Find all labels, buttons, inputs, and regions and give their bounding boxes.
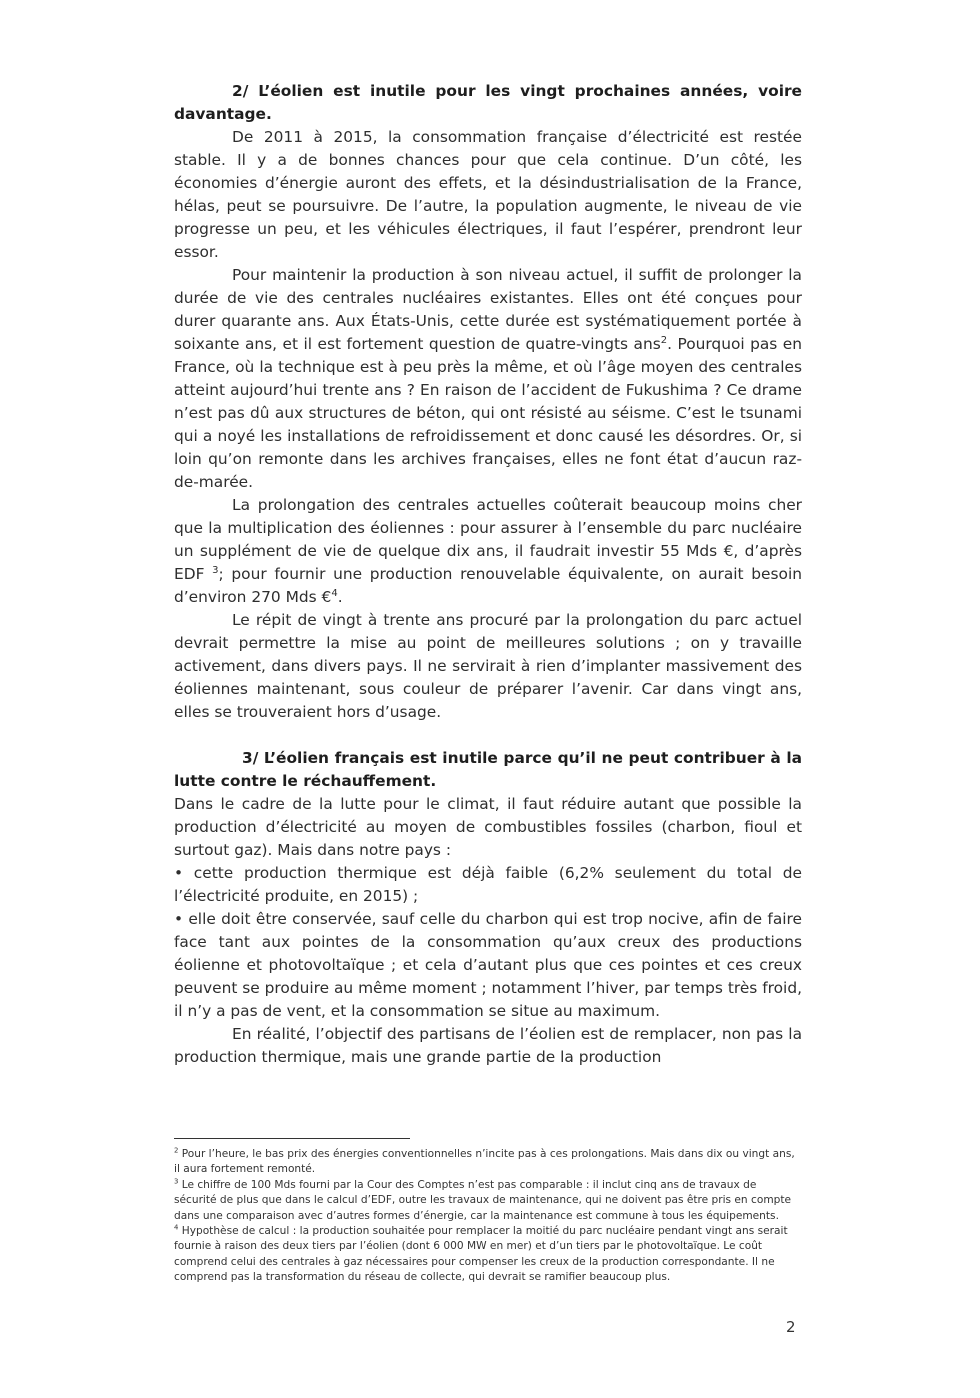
footnote-number: 3 [174,1177,179,1186]
footnote-ref-2: 2 [660,334,668,346]
footnote-text: Le chiffre de 100 Mds fourni par la Cour des Comptes n’est pas comparable : il inclut cinq ans de travaux de sécurité de plus que dans le calcul d’EDF, outre les travaux de maintenance, qui ne doivent pas être pris en compte dans une comparaison avec d’autres formes d’énergie, car la maintenance est commune à tous les équipements. [174,1178,792,1222]
section-2-paragraph-3 [174,494,802,609]
footnote-3 [174,1178,802,1224]
section-2-paragraph-2 [174,264,802,494]
footnote-text: Pour l’heure, le bas prix des énergies conventionnelles n’incite pas à ces prolongations. Mais dans dix ou vingt ans, il aura fortement remonté. [174,1148,795,1176]
paragraph-3-text-c: . [337,588,343,606]
section-3-heading: 3/ L’éolien français est inutile parce qu’il ne peut contribuer à la lutte contre le réchauffement. [174,749,802,790]
paragraph-3-text-a: La prolongation des centrales actuelles coûterait beaucoup moins cher que la multiplication des éoliennes : pour assurer à l’ensemble du parc nucléaire un supplément de vie de quelque dix ans, il faudrait investir 55 Mds €, d’après EDF [174,496,802,583]
section-3-bullet-1: • cette production thermique est déjà faible (6,2% seulement du total de l’électricité produite, en 2015) ; [174,864,802,905]
footnote-separator [174,1138,410,1139]
section-2-paragraph-4: Le répit de vingt à trente ans procuré par la prolongation du parc actuel devrait permettre la mise au point de meilleures solutions ; on y travaille activement, dans divers pays. Il ne servirait à rien d’implanter massivement des éoliennes maintenant, sous couleur de préparer l’avenir. Car dans vingt ans, elles se trouveraient hors d’usage. [174,611,802,721]
footnote-text: Hypothèse de calcul : la production souhaitée pour remplacer la moitié du parc nucléaire pendant vingt ans serait fournie à raison des deux tiers par l’éolien (dont 6 000 MW en mer) et d’un tiers par le photovoltaïque. Le coût comprend celui des centrales à gaz nécessaires pour compenser les creux de la production correspondante. Il ne comprend pas la transformation du réseau de collecte, qui devrait se ramifier beaucoup plus. [174,1225,788,1284]
paragraph-3-text-b: ; pour fournir une production renouvelable équivalente, on aurait besoin d’environ 270 Mds € [174,565,802,606]
footnote-number: 2 [174,1146,179,1155]
section-3-bullet-2: • elle doit être conservée, sauf celle du charbon qui est trop nocive, afin de faire face tant aux pointes de la consommation qu’aux creux des productions éolienne et photovoltaïque ; et cela d’autant plus que ces pointes et ces creux peuvent se produire au même moment ; notamment l’hiver, par temps très froid, il n’y a pas de vent, et la consommation se situe au maximum. [174,910,802,1020]
section-2-heading: 2/ L’éolien est inutile pour les vingt prochaines années, voire davantage. [174,82,802,123]
footnote-2 [174,1147,802,1178]
paragraph-2-text-b: . Pourquoi pas en France, où la technique est à peu près la même, et où l’âge moyen des centrales atteint aujourd’hui trente ans ? En raison de l’accident de Fukushima ? Ce drame n’est pas dû aux structures de béton, qui ont résisté au séisme. C’est le tsunami qui a noyé les installations de refroidissement et donc causé les désordres. Or, si loin qu’on remonte dans les archives françaises, elles ne font état d’aucun raz-de-marée. [174,335,802,491]
body-text [174,80,802,1069]
paragraph-2-text-a: Pour maintenir la production à son niveau actuel, il suffit de prolonger la durée de vie des centrales nucléaires existantes. Elles ont été conçues pour durer quarante ans. Aux États-Unis, cette durée est systématiquement portée à soixante ans, et il est fortement question de quatre-vingts ans [174,266,802,353]
section-3-paragraph-2: En réalité, l’objectif des partisans de l’éolien est de remplacer, non pas la production thermique, mais une grande partie de la production [174,1025,802,1066]
section-2-paragraph-1: De 2011 à 2015, la consommation française d’électricité est restée stable. Il y a de bonnes chances pour que cela continue. D’un côté, les économies d’énergie auront des effets, et la désindustrialisation de la France, hélas, peut se poursuivre. De l’autre, la population augmente, le niveau de vie progresse un peu, et les véhicules électriques, il faut l’espérer, prendront leur essor. [174,128,802,261]
footnote-number: 4 [174,1223,179,1232]
footnote-4 [174,1224,802,1286]
section-3-paragraph-1: Dans le cadre de la lutte pour le climat, il faut réduire autant que possible la production d’électricité au moyen de combustibles fossiles (charbon, fioul et surtout gaz). Mais dans notre pays : [174,795,802,859]
page-number: 2 [786,1318,796,1336]
footnote-ref-4: 4 [331,587,338,599]
footnote-ref-3: 3 [212,564,219,576]
footnotes [174,1147,802,1286]
